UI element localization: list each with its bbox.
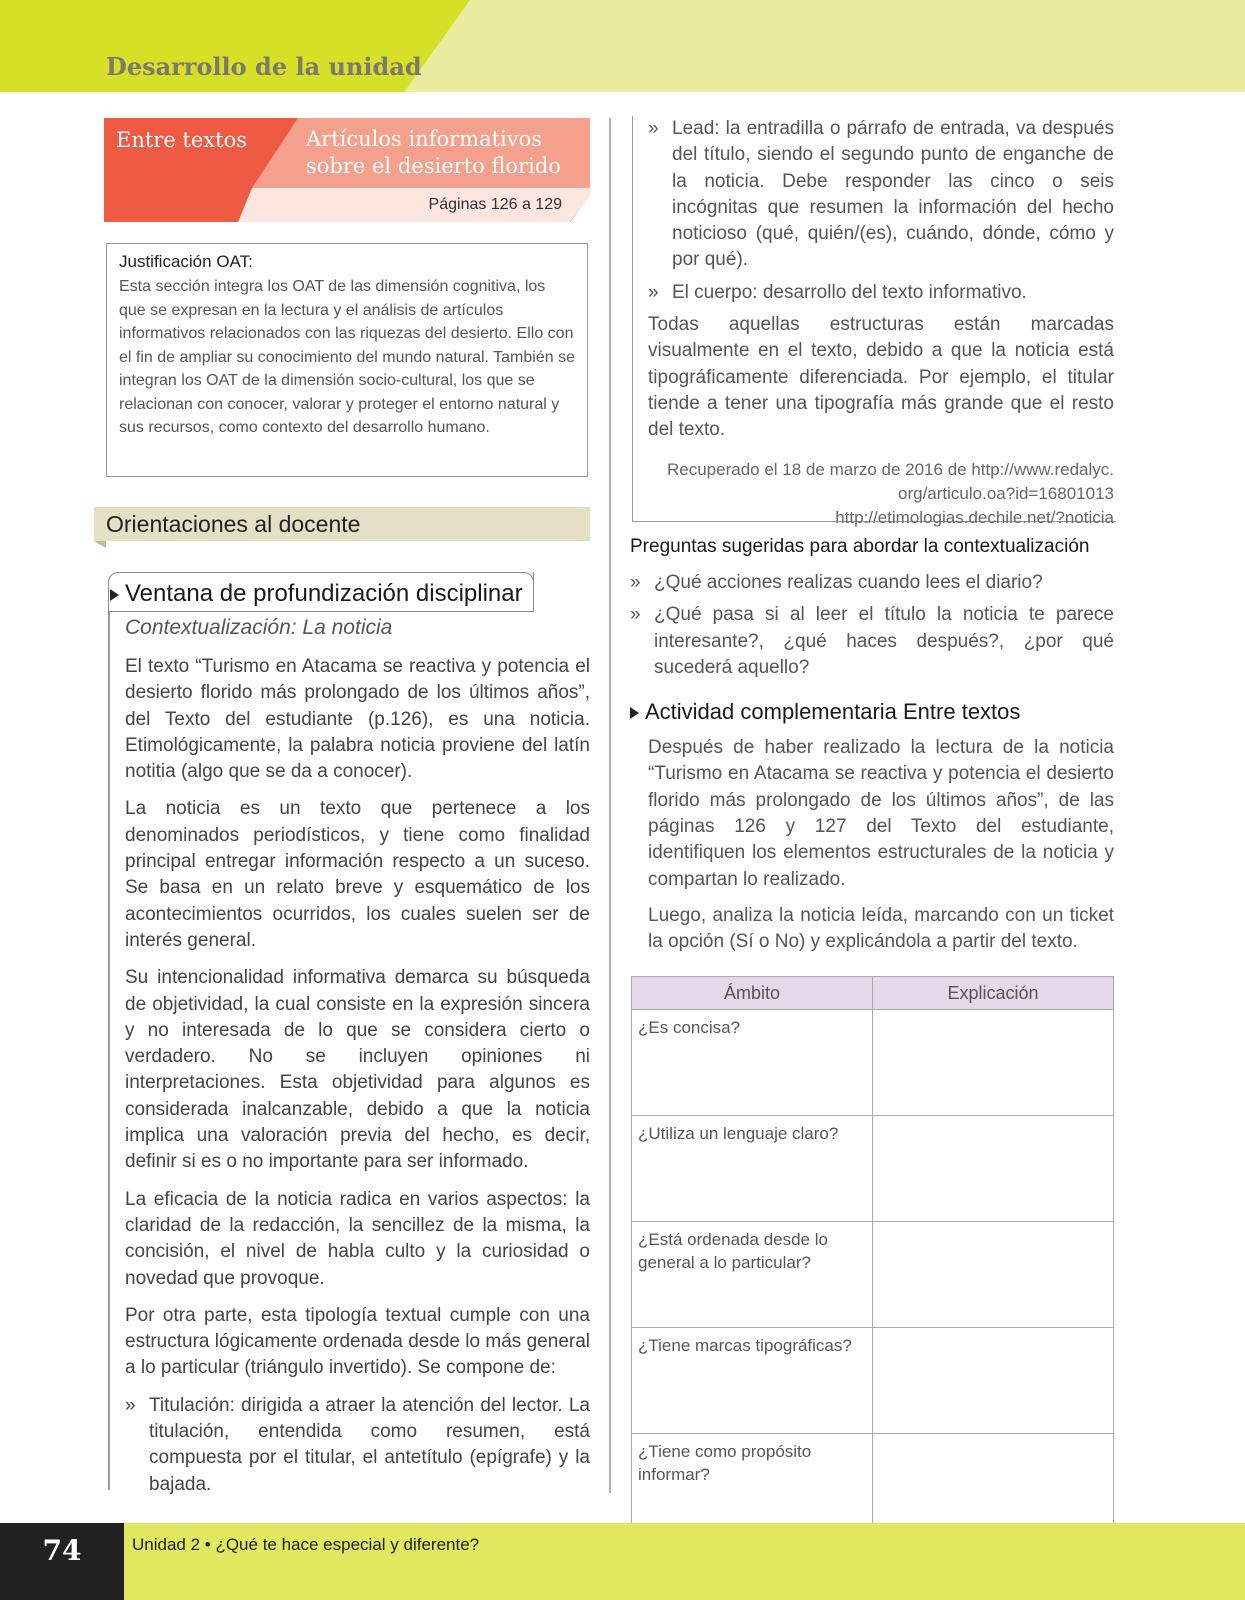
table-row bbox=[632, 1222, 1114, 1328]
left-column-rule bbox=[108, 612, 110, 1490]
orientaciones-fold bbox=[94, 541, 106, 548]
oat-title: Justificación OAT: bbox=[119, 252, 253, 271]
ambito-table bbox=[631, 976, 1114, 1540]
ventana-title-text: Ventana de profundización disciplinar bbox=[125, 580, 523, 607]
paragraph: Luego, analiza la noticia leída, marcando con un ticket la opción (Sí o No) y explicándola a partir del texto. bbox=[648, 904, 1114, 953]
table-header-cell: Ámbito bbox=[632, 977, 873, 1010]
page-number: 74 bbox=[0, 1523, 124, 1600]
left-column-content bbox=[125, 616, 590, 1504]
banner-title-line-2: sobre el desierto florido bbox=[306, 154, 561, 178]
source-line: http://etimologias.dechile.net/?noticia bbox=[835, 507, 1114, 527]
oat-text: Esta sección integra los OAT de las dimensión cognitiva, los que se expresan en la lectura y el análisis de artículos informativos relacionados con las riquezas del desierto. Ello con el fin de ampliar su conocimiento del mundo natural. También se integran los OAT de la dimensión socio-cultural, los que se relacionan con conocer, valorar y proteger el entorno natural y sus recursos, como contexto del desarrollo humano. bbox=[119, 278, 575, 436]
right-column-lower bbox=[630, 536, 1114, 966]
list-item-text: Titulación: dirigida a atraer la atención del lector. La titulación, entendida como resumen, está compuesta por el titular, el antetítulo (epígrafe) y la bajada. bbox=[149, 1394, 590, 1495]
question-item bbox=[630, 570, 1114, 596]
table-cell-ambito: ¿Está ordenada desde lo general a lo particular? bbox=[632, 1222, 873, 1328]
paragraph: El texto “Turismo en Atacama se reactiva y potencia el desierto florido más prolongado de los últimos años”, del Texto del estudiante (p.126), es una noticia. Etimológicamente, la palabra noticia proviene del latín notitia (algo que se da a conocer). bbox=[125, 656, 590, 783]
paragraph: Su intencionalidad informativa demarca su búsqueda de objetividad, la cual consiste en la expresión sincera y no interesada de lo que se considera cierto o verdadero. No se incluyen opiniones ni interpretaciones. Esta objetividad para algunos es considerada inalcanzable, debido a que la noticia implica una valoración previa del hecho, es decir, definir si es o no importante para ser informado. bbox=[125, 967, 590, 1173]
table-cell-ambito: ¿Utiliza un lenguaje claro? bbox=[632, 1116, 873, 1222]
preguntas-title: Preguntas sugeridas para abordar la contextualización bbox=[630, 536, 1090, 557]
chevron-bullet-icon: » bbox=[648, 281, 659, 303]
table-cell-explicacion[interactable] bbox=[873, 1116, 1114, 1222]
list-item-text: Lead: la entradilla o párrafo de entrada, va después del título, siendo el segundo punto de enganche de la noticia. Debe responder las cinco o seis incógnitas que resumen la información del hecho noticioso (qué, quién/(es), cuándo, dónde, cómo y por qué). bbox=[672, 118, 1114, 271]
chevron-bullet-icon: » bbox=[125, 1394, 136, 1416]
oat-justification-box bbox=[106, 243, 588, 477]
table-row bbox=[632, 1010, 1114, 1116]
paragraph: Todas aquellas estructuras están marcadas visualmente en el texto, debido a que la noticia está tipográficamente diferenciada. Por ejemplo, el titular tiende a tener una tipografía más grande que el resto del texto. bbox=[648, 314, 1114, 441]
chevron-bullet-icon: » bbox=[648, 118, 659, 139]
table-header-cell: Explicación bbox=[873, 977, 1114, 1010]
list-item bbox=[648, 116, 1114, 274]
actividad-title bbox=[630, 699, 1114, 725]
banner-pages: Páginas 126 a 129 bbox=[428, 196, 562, 213]
actividad-title-text: Actividad complementaria Entre textos bbox=[645, 699, 1021, 725]
right-top-content bbox=[648, 116, 1114, 530]
question-item bbox=[630, 602, 1114, 681]
paragraph: Por otra parte, esta tipología textual cumple con una estructura lógicamente ordenada desde lo más general a lo particular (triángulo invertido). Se compone de: bbox=[125, 1304, 590, 1379]
list-item bbox=[125, 1393, 590, 1498]
table-cell-explicacion[interactable] bbox=[873, 1222, 1114, 1328]
chevron-bullet-icon: » bbox=[630, 572, 641, 593]
table-row bbox=[632, 1116, 1114, 1222]
table-cell-explicacion[interactable] bbox=[873, 1010, 1114, 1116]
table-cell-ambito: ¿Es concisa? bbox=[632, 1010, 873, 1116]
source-line: Recuperado el 18 de marzo de 2016 de http://www.redalyc. bbox=[667, 459, 1114, 479]
ventana-title bbox=[110, 580, 523, 608]
page-section-title: Desarrollo de la unidad bbox=[106, 52, 422, 81]
paragraph: La eficacia de la noticia radica en varios aspectos: la claridad de la redacción, la sencillez de la misma, la concisión, el nivel de habla culto y la curiosidad o novedad que provoque. bbox=[125, 1188, 590, 1289]
paragraph: La noticia es un texto que pertenece a los denominados periodísticos, y tiene como finalidad principal entregar información respecto a un suceso. Se basa en un relato breve y esquemático de los acontecimientos ocurridos, los cuales suelen ser de interés general. bbox=[125, 798, 590, 951]
list-item-text: El cuerpo: desarrollo del texto informativo. bbox=[672, 281, 1027, 303]
table-cell-ambito: ¿Tiene marcas tipográficas? bbox=[632, 1328, 873, 1434]
column-divider bbox=[609, 118, 611, 1493]
footer-unit-title: Unidad 2 • ¿Qué te hace especial y diferente? bbox=[132, 1535, 480, 1554]
banner-section-label: Entre textos bbox=[116, 128, 248, 152]
orientaciones-title: Orientaciones al docente bbox=[106, 511, 361, 537]
source-line: org/articulo.oa?id=16801013 bbox=[898, 483, 1114, 503]
entre-textos-banner bbox=[104, 118, 590, 222]
banner-title bbox=[306, 126, 586, 180]
triangle-bullet-icon bbox=[630, 707, 639, 719]
table-cell-explicacion[interactable] bbox=[873, 1328, 1114, 1434]
question-text: ¿Qué pasa si al leer el título la noticia te parece interesante?, ¿qué haces después?, ¿por qué sucederá aquello? bbox=[654, 604, 1114, 678]
table-row bbox=[632, 1328, 1114, 1434]
contextualizacion-subtitle: Contextualización: La noticia bbox=[125, 616, 393, 639]
triangle-bullet-icon bbox=[110, 589, 119, 601]
chevron-bullet-icon: » bbox=[630, 604, 641, 626]
banner-title-line-1: Artículos informativos bbox=[306, 127, 543, 151]
question-text: ¿Qué acciones realizas cuando lees el diario? bbox=[654, 572, 1043, 593]
table-cell-ambito: ¿Tiene como propósito informar? bbox=[632, 1434, 873, 1540]
list-item bbox=[648, 280, 1114, 306]
table-header-row bbox=[632, 977, 1114, 1010]
paragraph: Después de haber realizado la lectura de la noticia “Turismo en Atacama se reactiva y potencia el desierto florido más prolongado de los últimos años”, de las páginas 126 y 127 del Texto del estudiante, identifiquen los elementos estructurales de la noticia y compartan lo realizado. bbox=[648, 737, 1114, 890]
